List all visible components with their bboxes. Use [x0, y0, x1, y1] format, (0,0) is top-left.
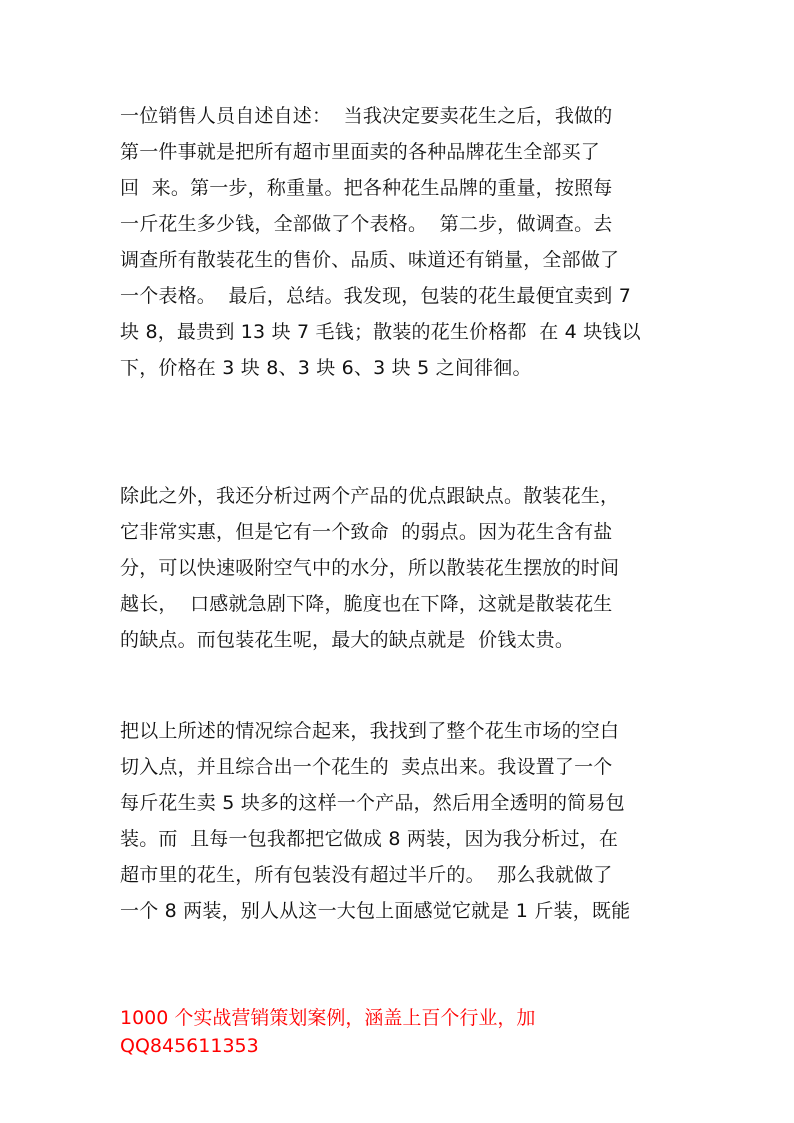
- paragraph-line: 下，价格在 3 块 8、3 块 6、3 块 5 之间徘徊。: [120, 357, 532, 379]
- paragraph-line: 回 来。第一步，称重量。把各种花生品牌的重量，按照每: [120, 177, 613, 199]
- paragraph-line: 它非常实惠，但是它有一个致命 的弱点。因为花生含有盐: [120, 521, 613, 543]
- paragraph-line: 一斤花生多少钱，全部做了个表格。 第二步，做调查。去: [120, 213, 613, 235]
- paragraph-line: 块 8，最贵到 13 块 7 毛钱；散装的花生价格都 在 4 块钱以: [120, 321, 641, 343]
- paragraph-line: 调查所有散装花生的售价、品质、味道还有销量，全部做了: [120, 249, 620, 271]
- paragraph-2: [120, 478, 680, 658]
- paragraph-line: 越长， 口感就急剧下降，脆度也在下降，这就是散装花生: [120, 593, 613, 615]
- paragraph-line: 一位销售人员自述自述： 当我决定要卖花生之后，我做的: [120, 105, 613, 127]
- paragraph-3: [120, 713, 680, 929]
- paragraph-line: 一个表格。 最后，总结。我发现，包装的花生最便宜卖到 7: [120, 285, 632, 307]
- paragraph-line: 把以上所述的情况综合起来，我找到了整个花生市场的空白: [120, 720, 620, 742]
- paragraph-line: 切入点，并且综合出一个花生的 卖点出来。我设置了一个: [120, 756, 613, 778]
- paragraph-line: 一个 8 两装，别人从这一大包上面感觉它就是 1 斤装，既能: [120, 900, 631, 922]
- paragraph-line: 每斤花生卖 5 块多的这样一个产品，然后用全透明的简易包: [120, 792, 625, 814]
- paragraph-line: 的缺点。而包装花生呢，最大的缺点就是 价钱太贵。: [120, 629, 575, 651]
- paragraph-line: 超市里的花生，所有包装没有超过半斤的。 那么我就做了: [120, 864, 613, 886]
- paragraph-line: 第一件事就是把所有超市里面卖的各种品牌花生全部买了: [120, 141, 601, 163]
- promo-qq-number: QQ845611353: [120, 1035, 259, 1057]
- paragraph-line: 分，可以快速吸附空气中的水分，所以散装花生摆放的时间: [120, 557, 620, 579]
- paragraph-line: 除此之外，我还分析过两个产品的优点跟缺点。散装花生，: [120, 485, 620, 507]
- paragraph-1: [120, 98, 680, 386]
- promo-footer: [120, 1004, 680, 1060]
- promo-text: 1000 个实战营销策划案例，涵盖上百个行业，加: [120, 1007, 536, 1029]
- paragraph-line: 装。而 且每一包我都把它做成 8 两装，因为我分析过，在: [120, 828, 619, 850]
